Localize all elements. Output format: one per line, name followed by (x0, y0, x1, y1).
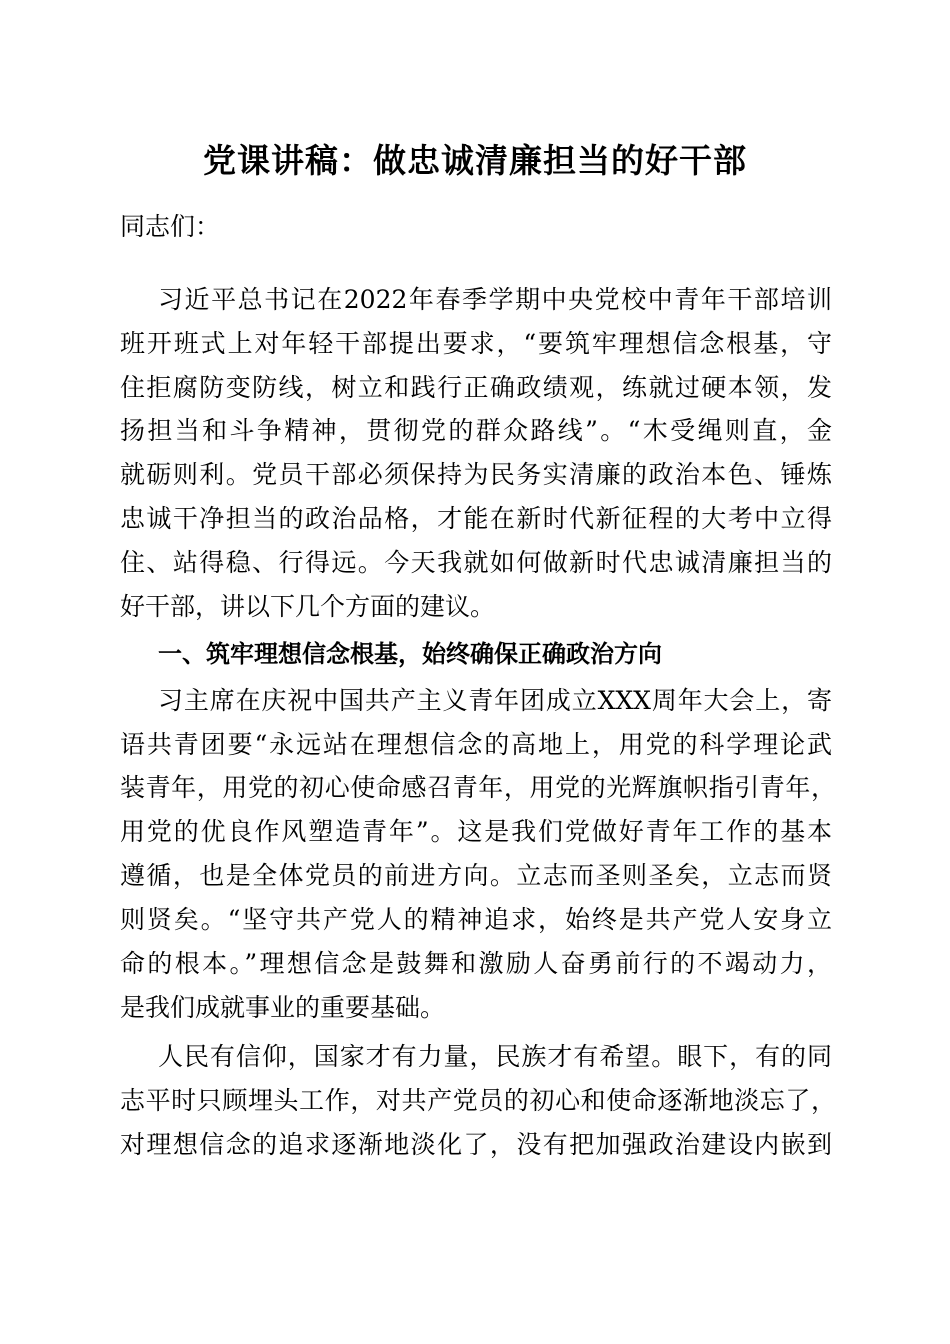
paragraph-line: 习近平总书记在2022年春季学期中央党校中青年干部培训 (158, 285, 832, 314)
paragraph-line: 就砺则利。党员干部必须保持为民务实清廉的政治本色、锤炼 (120, 460, 832, 489)
paragraph-line: 用党的优良作风塑造青年”。这是我们党做好青年工作的基本 (120, 817, 832, 846)
paragraph-line: 人民有信仰，国家才有力量，民族才有希望。眼下，有的同 (158, 1042, 832, 1071)
paragraph-line: 命的根本。”理想信念是鼓舞和激励人奋勇前行的不竭动力， (120, 949, 832, 978)
paragraph-line: 遵循，也是全体党员的前进方向。立志而圣则圣矣，立志而贤 (120, 861, 832, 890)
document-title: 党课讲稿：做忠诚清廉担当的好干部 (203, 141, 747, 180)
greeting: 同志们： (120, 212, 221, 241)
paragraph-line: 志平时只顾埋头工作，对共产党员的初心和使命逐渐地淡忘了， (120, 1086, 836, 1115)
paragraph-line: 语共青团要“永远站在理想信念的高地上，用党的科学理论武 (120, 730, 832, 759)
paragraph-line: 装青年，用党的初心使命感召青年，用党的光辉旗帜指引青年， (120, 773, 836, 802)
paragraph-line: 住、站得稳、行得远。今天我就如何做新时代忠诚清廉担当的 (120, 548, 832, 577)
paragraph-line: 扬担当和斗争精神，贯彻党的群众路线”。“木受绳则直，金 (120, 416, 832, 445)
paragraph-line: 对理想信念的追求逐渐地淡化了，没有把加强政治建设内嵌到 (120, 1130, 832, 1159)
paragraph-line: 忠诚干净担当的政治品格，才能在新时代新征程的大考中立得 (120, 504, 832, 533)
paragraph-line: 习主席在庆祝中国共产主义青年团成立XXX周年大会上，寄 (158, 686, 832, 715)
paragraph-line: 班开班式上对年轻干部提出要求，“要筑牢理想信念根基，守 (120, 329, 832, 358)
paragraph-line: 则贤矣。“坚守共产党人的精神追求，始终是共产党人安身立 (120, 905, 832, 934)
paragraph-line: 住拒腐防变防线，树立和践行正确政绩观，练就过硬本领，发 (120, 373, 832, 402)
paragraph-line: 是我们成就事业的重要基础。 (120, 993, 446, 1022)
section-heading: 一、筑牢理想信念根基，始终确保正确政治方向 (158, 640, 662, 668)
paragraph-line: 好干部，讲以下几个方面的建议。 (120, 592, 496, 621)
